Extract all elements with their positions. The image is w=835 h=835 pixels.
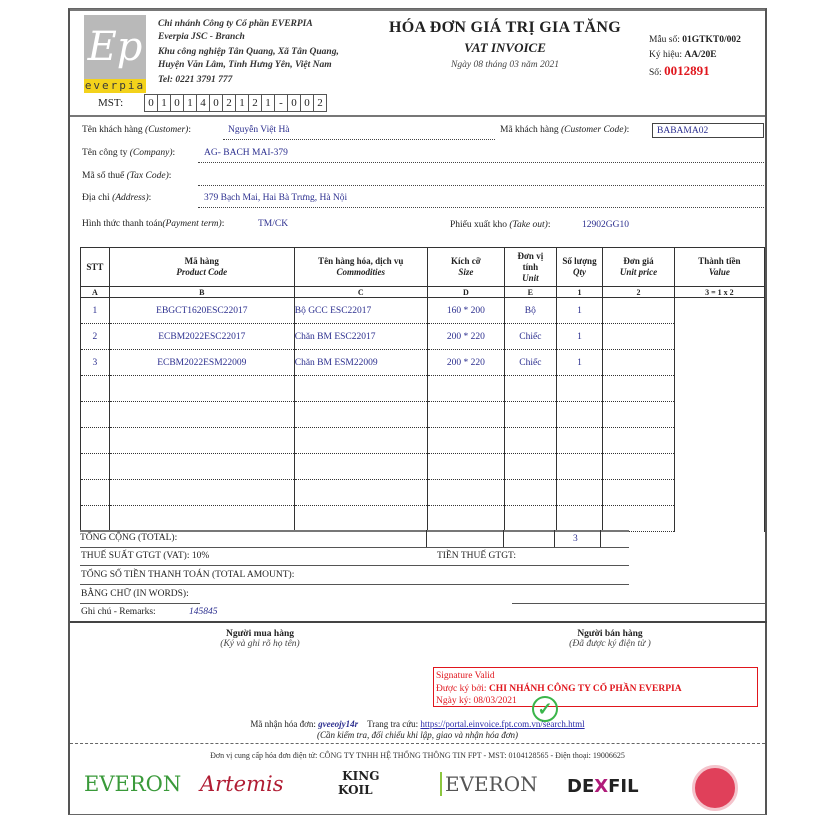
everpia-logo <box>84 15 146 93</box>
mst-digit: - <box>275 95 288 111</box>
cell-name: Chăn BM ESC22017 <box>294 324 427 350</box>
cell-code <box>109 480 294 506</box>
mst-digit: 0 <box>301 95 314 111</box>
cell-price <box>603 506 674 532</box>
cell-price <box>603 298 674 324</box>
table-row <box>81 506 765 532</box>
cell-price <box>603 350 674 376</box>
cell-unit: Chiếc <box>505 324 557 350</box>
cell-stt <box>81 402 110 428</box>
company-label: Tên công ty (Company): <box>82 148 176 158</box>
header-size: Kích cỡ Size <box>427 248 504 287</box>
logo-text: everpia <box>84 79 146 92</box>
table-row <box>81 428 765 454</box>
customer-name-label: Tên khách hàng (Customer): <box>82 125 191 135</box>
sign-date: Ngày ký: 08/03/2021 <box>436 696 517 706</box>
cell-size <box>427 376 504 402</box>
seller-address-2: Huyện Văn Lâm, Tỉnh Hưng Yên, Việt Nam <box>158 59 332 70</box>
cell-qty <box>556 428 603 454</box>
signature-valid: Signature Valid <box>436 671 495 681</box>
header-unit: Đơn vị tính Unit <box>505 248 557 287</box>
cell-value <box>674 324 764 350</box>
cell-price <box>603 324 674 350</box>
seller-name-vn: Chi nhánh Công ty Cổ phần EVERPIA <box>158 19 313 29</box>
symbol-value: AA/20E <box>684 50 717 60</box>
cell-value <box>674 454 764 480</box>
table-row <box>81 480 765 506</box>
customer-code-value: BABAMA02 <box>652 123 764 138</box>
cell-code <box>109 402 294 428</box>
mst-digit: 0 <box>171 95 184 111</box>
provider-info: Đơn vị cung cấp hóa đơn điện tử: CÔNG TY TNHH HỆ THỐNG THÔNG TIN FPT - MST: 0104128565 - Điện thoại: 19006625 <box>210 751 625 760</box>
col-letter: 2 <box>603 287 674 298</box>
cell-unit <box>505 454 557 480</box>
number-label: Số: <box>649 68 665 78</box>
cell-qty: 1 <box>556 350 603 376</box>
cell-stt <box>81 454 110 480</box>
cell-unit <box>505 402 557 428</box>
invoice-title <box>370 19 640 70</box>
buyer-title: Người mua hàng <box>226 629 294 639</box>
cell-stt <box>81 506 110 532</box>
mst-digit: 1 <box>236 95 249 111</box>
cell-unit <box>505 428 557 454</box>
everon-manh-rem-logo: EVERON <box>440 772 538 796</box>
col-letter: A <box>81 287 110 298</box>
address-label: Địa chỉ (Address): <box>82 193 152 203</box>
cell-value <box>674 428 764 454</box>
items-table <box>80 247 765 532</box>
company-value: AG- BACH MAI-379 <box>204 148 288 158</box>
seller-address-1: Khu công nghiệp Tân Quang, Xã Tân Quang, <box>158 47 339 57</box>
cell-price <box>603 480 674 506</box>
lookup-code-label: Mã nhận hóa đơn: <box>250 719 319 729</box>
invoice-page <box>68 8 767 815</box>
cell-unit <box>505 480 557 506</box>
mst-digit: 0 <box>210 95 223 111</box>
signed-by-label: Được ký bởi: <box>436 683 489 694</box>
portal-label: Trang tra cứu: <box>367 719 421 729</box>
title-en: VAT INVOICE <box>464 40 546 55</box>
takeout-value: 12902GG10 <box>582 220 629 230</box>
cell-qty <box>556 480 603 506</box>
col-letter: 1 <box>556 287 603 298</box>
mst-digit: 0 <box>288 95 301 111</box>
mst-digit: 0 <box>145 95 158 111</box>
vat-amount-label: TIỀN THUẾ GTGT: <box>437 551 517 561</box>
total-label: TỔNG CỘNG (TOTAL): <box>80 533 178 543</box>
buyer-signature <box>180 629 340 649</box>
cell-size: 200 * 220 <box>427 324 504 350</box>
artemis-logo: Artemis <box>200 772 284 796</box>
cell-unit: Chiếc <box>505 350 557 376</box>
cell-price <box>603 402 674 428</box>
dexfil-logo: DEXFIL <box>567 776 639 797</box>
invoice-number: 0012891 <box>664 63 710 78</box>
cell-size <box>427 454 504 480</box>
table-row <box>81 454 765 480</box>
cell-stt: 3 <box>81 350 110 376</box>
cell-qty <box>556 376 603 402</box>
address-value: 379 Bạch Mai, Hai Bà Trưng, Hà Nội <box>204 193 348 203</box>
cell-price <box>603 428 674 454</box>
seller-tel: Tel: 0221 3791 777 <box>158 75 233 85</box>
cell-value <box>674 480 764 506</box>
invoice-date: Ngày 08 tháng 03 năm 2021 <box>451 60 559 70</box>
header-product-code: Mã hàng Product Code <box>109 248 294 287</box>
cell-name <box>294 480 427 506</box>
mst-digit: 4 <box>197 95 210 111</box>
cell-stt: 2 <box>81 324 110 350</box>
cell-name <box>294 454 427 480</box>
total-qty: 3 <box>573 534 578 544</box>
signed-by-value: CHI NHÁNH CÔNG TY CỔ PHẦN EVERPIA <box>488 683 682 694</box>
col-letter: D <box>427 287 504 298</box>
cell-name <box>294 506 427 532</box>
header-value: Thành tiền Value <box>674 248 764 287</box>
form-value: 01GTKT0/002 <box>682 35 741 45</box>
cell-qty <box>556 454 603 480</box>
cell-size <box>427 506 504 532</box>
cell-value <box>674 350 764 376</box>
cell-stt: 1 <box>81 298 110 324</box>
header-qty: Số lượng Qty <box>556 248 603 287</box>
comfort-badge-icon <box>692 765 738 811</box>
cell-value <box>674 402 764 428</box>
cell-stt <box>81 480 110 506</box>
header-unit-price: Đơn giá Unit price <box>603 248 674 287</box>
cell-name: Chăn BM ESM22009 <box>294 350 427 376</box>
kingkoil-logo: KING KOIL <box>338 769 380 797</box>
cell-code <box>109 376 294 402</box>
col-letter: B <box>109 287 294 298</box>
cell-stt <box>81 428 110 454</box>
cell-code <box>109 428 294 454</box>
table-row <box>81 298 765 324</box>
seller-name-en: Everpia JSC - Branch <box>158 31 245 42</box>
seller-title: Người bán hàng <box>577 629 643 639</box>
in-words-label: BẰNG CHỮ (IN WORDS): <box>81 589 189 599</box>
col-letter: E <box>505 287 557 298</box>
title-vn: HÓA ĐƠN GIÁ TRỊ GIA TĂNG <box>389 19 621 36</box>
cell-value <box>674 506 764 532</box>
mst-digit: 2 <box>249 95 262 111</box>
table-row <box>81 350 765 376</box>
symbol-label: Ký hiệu: <box>649 50 685 60</box>
everon-logo: EVERON <box>84 772 182 796</box>
invoice-serial <box>649 33 741 81</box>
header-stt: STT <box>81 248 110 287</box>
tax-code-label: Mã số thuế (Tax Code): <box>82 171 172 181</box>
cell-price <box>603 376 674 402</box>
seller-info <box>158 18 339 87</box>
mst-digit: 1 <box>262 95 275 111</box>
cell-size <box>427 428 504 454</box>
customer-code-label: Mã khách hàng (Customer Code): <box>500 125 630 135</box>
cell-size <box>427 480 504 506</box>
mst-boxes <box>144 94 327 112</box>
cell-qty <box>556 506 603 532</box>
seller-signature <box>530 629 690 649</box>
seller-note: (Đã được ký điện tử ) <box>569 639 651 649</box>
cell-code: EBGCT1620ESC22017 <box>109 298 294 324</box>
takeout-label: Phiếu xuất kho (Take out): <box>450 220 551 230</box>
cell-size <box>427 402 504 428</box>
col-letter: C <box>294 287 427 298</box>
cell-name: Bộ GCC ESC22017 <box>294 298 427 324</box>
cell-unit <box>505 376 557 402</box>
vat-rate-label: THUẾ SUẤT GTGT (VAT): 10% <box>81 551 210 561</box>
cell-qty: 1 <box>556 324 603 350</box>
cell-code: ECBM2022ESM22009 <box>109 350 294 376</box>
portal-link[interactable]: https://portal.einvoice.fpt.com.vn/search.html <box>420 719 585 729</box>
remarks-value: 145845 <box>189 607 218 617</box>
payment-term-label: Hình thức thanh toán(Payment term): <box>82 219 225 229</box>
cell-qty <box>556 402 603 428</box>
cell-code: ECBM2022ESC22017 <box>109 324 294 350</box>
cell-code <box>109 454 294 480</box>
cell-code <box>109 506 294 532</box>
cell-name <box>294 402 427 428</box>
cell-size: 160 * 200 <box>427 298 504 324</box>
mst-digit: 1 <box>158 95 171 111</box>
table-row <box>81 324 765 350</box>
cell-value <box>674 376 764 402</box>
mst-digit: 1 <box>184 95 197 111</box>
form-label: Mẫu số: <box>649 35 683 45</box>
cell-value <box>674 298 764 324</box>
total-amount-label: TỔNG SỐ TIỀN THANH TOÁN (TOTAL AMOUNT): <box>81 570 295 580</box>
lookup-note: (Cần kiểm tra, đối chiếu khi lập, giao và nhận hóa đơn) <box>316 730 519 740</box>
payment-term-value: TM/CK <box>258 219 289 229</box>
cell-qty: 1 <box>556 298 603 324</box>
cell-stt <box>81 376 110 402</box>
mst-digit: 2 <box>317 97 323 109</box>
cell-size: 200 * 220 <box>427 350 504 376</box>
cell-name <box>294 376 427 402</box>
col-letter: 3 = 1 x 2 <box>674 287 764 298</box>
remarks-label: Ghi chú - Remarks: <box>81 607 156 617</box>
cell-unit: Bộ <box>505 298 557 324</box>
customer-name-value: Nguyễn Việt Hà <box>228 125 290 135</box>
header-commodities: Tên hàng hóa, dịch vụ Commodities <box>294 248 427 287</box>
lookup-code-value: gveeojy14r <box>318 719 359 729</box>
checkmark-icon: ✓ <box>532 696 558 722</box>
lookup-info <box>70 719 765 729</box>
cell-name <box>294 428 427 454</box>
table-row <box>81 402 765 428</box>
mst-label: MST: <box>98 97 124 109</box>
buyer-note: (Ký và ghi rõ họ tên) <box>220 639 300 649</box>
table-row <box>81 376 765 402</box>
mst-digit: 2 <box>223 95 236 111</box>
cell-price <box>603 454 674 480</box>
digital-signature-box <box>433 667 758 707</box>
cell-unit <box>505 506 557 532</box>
ep-logo-icon: Ep <box>84 15 146 79</box>
